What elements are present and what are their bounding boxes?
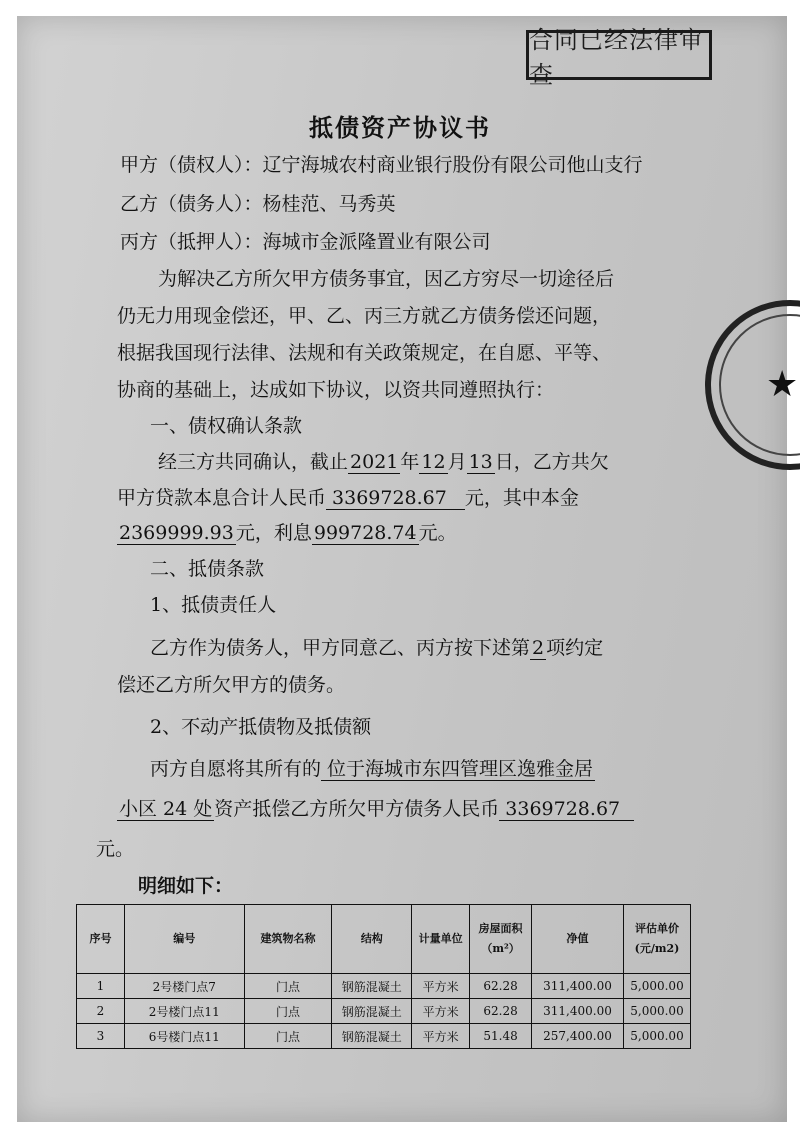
seal-star-icon: ★ [766,364,799,405]
intro-line-2: 仍无力用现金偿还，甲、乙、丙三方就乙方债务偿还问题， [117,305,612,327]
sub1-item-number: 2 [532,637,545,659]
intro-line-1: 为解决乙方所欠甲方债务事宜，因乙方穷尽一切途径后 [158,268,615,290]
confirm-prefix: 经三方共同确认，截止 [158,451,349,473]
confirm-year: 2021 [350,451,399,473]
sub1-heading: 1、抵债责任人 [150,594,277,616]
confirm-line-3 [117,518,457,545]
table-cell: 平方米 [412,974,470,999]
sub2-line-1 [150,754,595,781]
table-cell: 311,400.00 [532,974,624,999]
sub2-amount: 3369728.67 [499,798,634,821]
table-header-row [77,905,691,974]
table-cell: 2号楼门点7 [124,974,244,999]
table-row [77,999,691,1024]
sub2-prefix: 丙方自愿将其所有的 [150,758,322,780]
detail-heading: 明细如下： [138,875,234,897]
table-row [77,1024,691,1049]
table-cell: 311,400.00 [532,999,624,1024]
section2-heading: 二、抵债条款 [150,558,265,580]
table-cell: 平方米 [412,999,470,1024]
col-header: 建筑物名称 [244,905,332,974]
total-amount: 3369728.67 [326,487,465,510]
sub2-heading: 2、不动产抵债物及抵债额 [150,716,372,738]
party-a-line: 甲方（债权人）：辽宁海城农村商业银行股份有限公司他山支行 [120,154,643,176]
sub1-prefix: 乙方作为债务人，甲方同意乙、丙方按下述第 [150,637,531,659]
principal-suffix: 元，利息 [235,522,312,544]
table-row [77,974,691,999]
table-cell: 钢筋混凝土 [332,1024,412,1049]
section1-heading: 一、债权确认条款 [150,415,303,437]
col-header: 评估单价(元/m2) [623,905,690,974]
table-cell: 3 [77,1024,125,1049]
confirm-line-2 [117,483,579,510]
col-header: 计量单位 [412,905,470,974]
asset-detail-table [76,904,691,1049]
col-header: 序号 [77,905,125,974]
legal-review-stamp: 合同已经法律审查 [526,30,712,80]
sub1-suffix: 项约定 [546,637,604,659]
confirm-year-unit: 年 [400,451,420,473]
table-cell: 6号楼门点11 [124,1024,244,1049]
table-cell: 2号楼门点11 [124,999,244,1024]
party-c-line: 丙方（抵押人）：海城市金派隆置业有限公司 [120,231,491,253]
sub2-mid: 资产抵偿乙方所欠甲方债务人民币 [214,798,500,820]
col-header: 结构 [332,905,412,974]
intro-line-4: 协商的基础上，达成如下协议，以资共同遵照执行： [117,379,555,401]
sub2-line-2 [117,794,634,821]
confirm-month-unit: 月 [447,451,467,473]
table-cell: 钢筋混凝土 [332,974,412,999]
party-b-line: 乙方（债务人）：杨桂范、马秀英 [120,193,396,215]
total-prefix: 甲方贷款本息合计人民币 [117,487,327,509]
table-cell: 51.48 [470,1024,532,1049]
table-cell: 5,000.00 [623,999,690,1024]
table-cell: 门点 [244,974,332,999]
total-suffix: 元，其中本金 [464,487,579,509]
table-cell: 5,000.00 [623,1024,690,1049]
table-cell: 平方米 [412,1024,470,1049]
interest-amount: 999728.74 [313,522,417,544]
table-cell: 257,400.00 [532,1024,624,1049]
intro-line-3: 根据我国现行法律、法规和有关政策规定，在自愿、平等、 [117,342,612,364]
table-cell: 钢筋混凝土 [332,999,412,1024]
table-cell: 门点 [244,1024,332,1049]
col-header: 房屋面积（m²） [470,905,532,974]
sub1-line-2: 偿还乙方所欠甲方的债务。 [117,674,346,696]
document-title: 抵债资产协议书 [309,113,491,142]
confirm-month: 12 [421,451,446,473]
table-cell: 62.28 [470,974,532,999]
col-header: 编号 [124,905,244,974]
sub2-line-3: 元。 [96,838,135,860]
confirm-day-suffix: 日，乙方共欠 [494,451,609,473]
table-cell: 5,000.00 [623,974,690,999]
principal-amount: 2369999.93 [119,522,234,544]
interest-suffix: 元。 [418,522,457,544]
sub2-location-b: 小区 24 处 [119,798,213,820]
confirm-day: 13 [468,451,493,473]
sub1-line-1 [150,633,603,660]
col-header: 净值 [532,905,624,974]
confirm-line-1 [158,447,609,474]
table-cell: 1 [77,974,125,999]
table-cell: 62.28 [470,999,532,1024]
sub2-location-a: 位于海城市东四管理区逸雅金居 [321,758,595,781]
table-cell: 门点 [244,999,332,1024]
table-cell: 2 [77,999,125,1024]
